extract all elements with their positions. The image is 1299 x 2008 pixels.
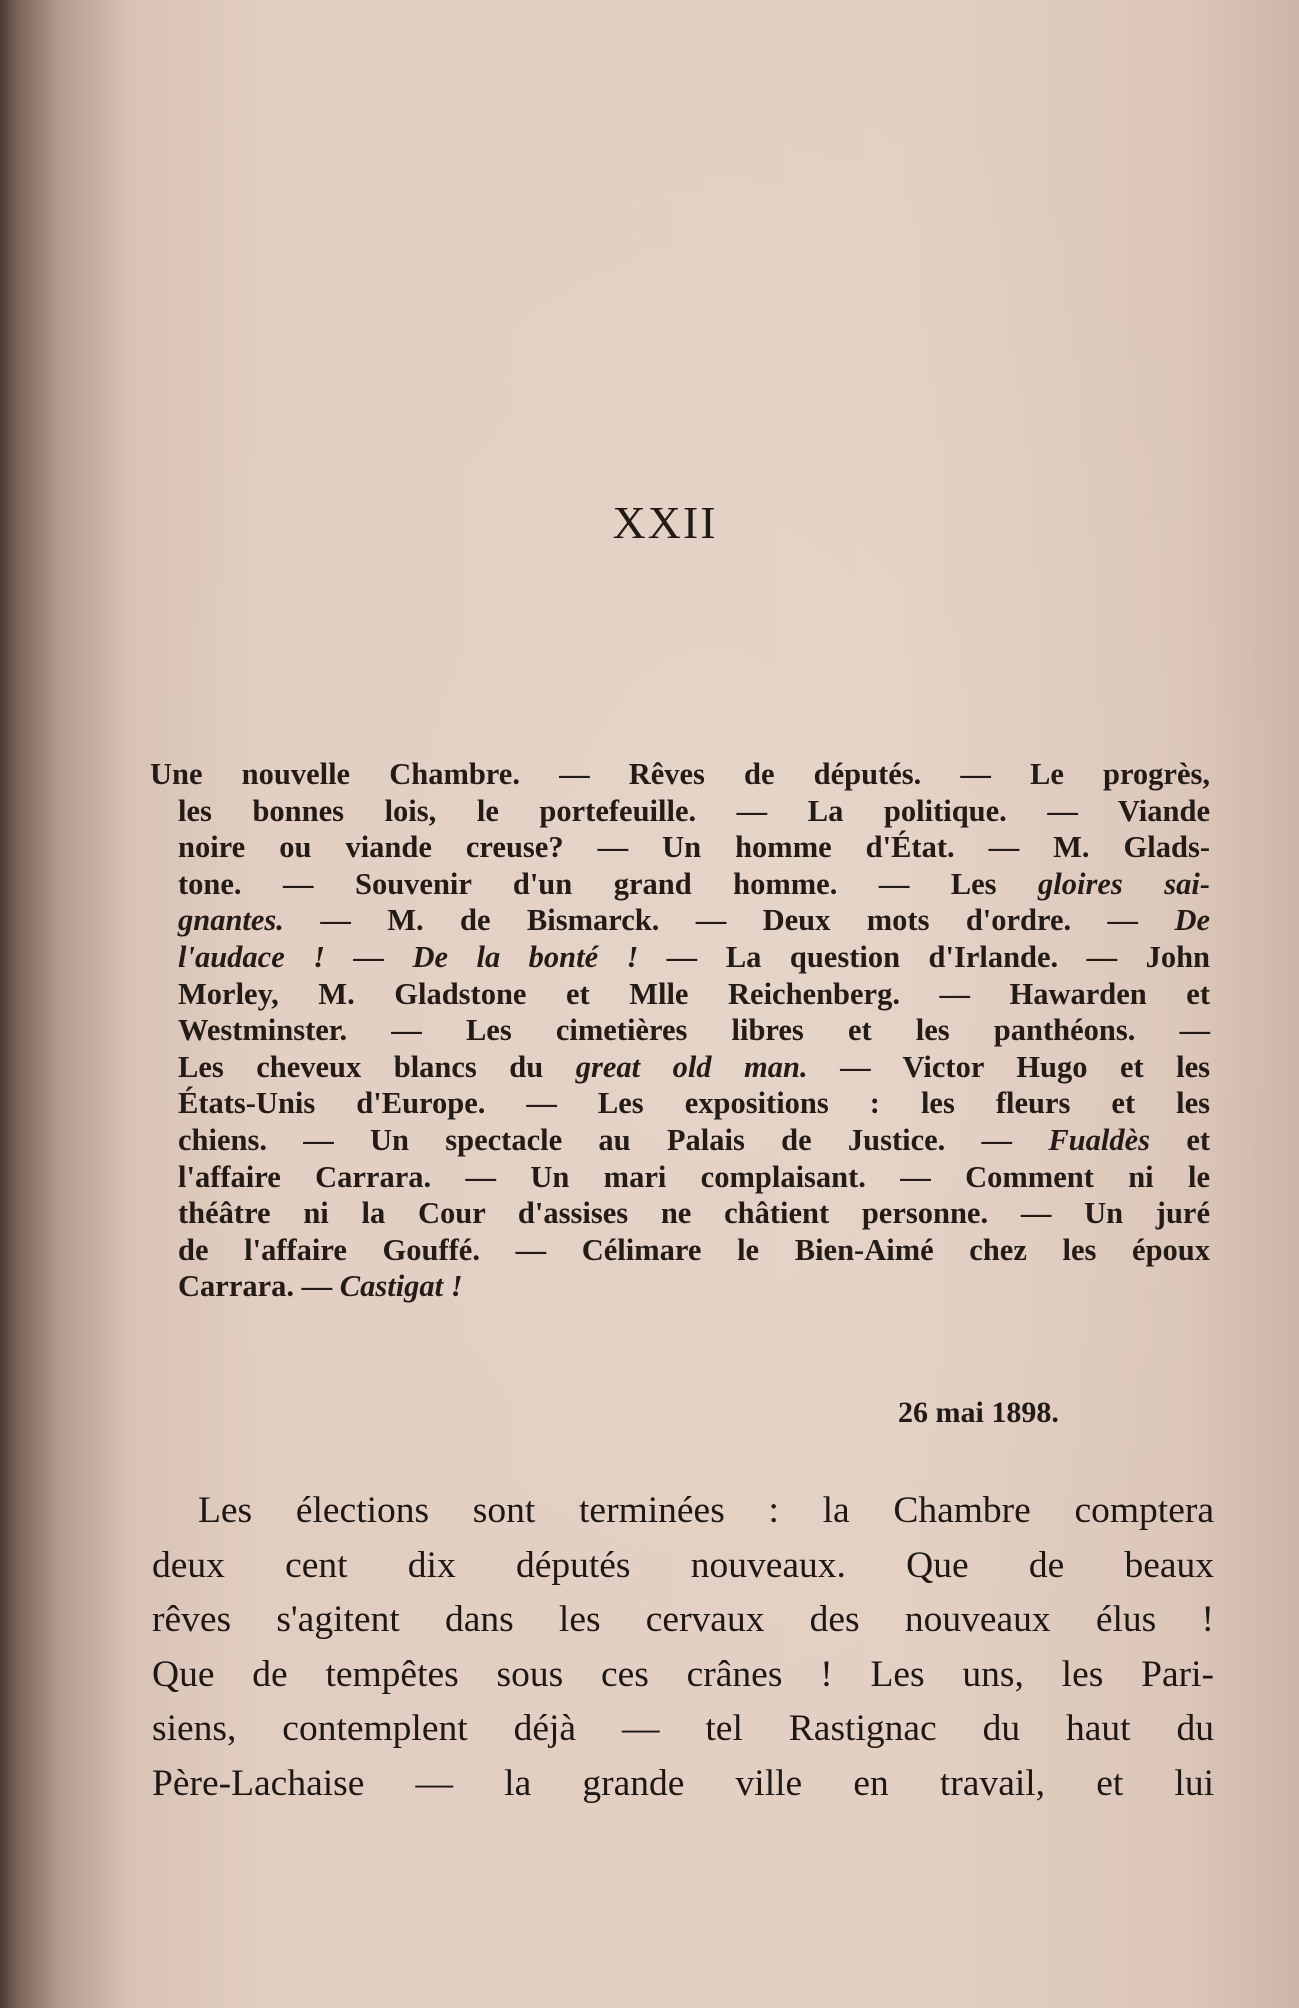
- body-line: Père-Lachaise — la grande ville en travail, et lui: [152, 1762, 1214, 1804]
- body-text: [152, 1484, 1214, 1811]
- italic-text: Castigat !: [339, 1269, 463, 1304]
- italic-text: gnantes.: [178, 903, 284, 938]
- summary-line: l'audace ! — De la bonté ! — La question d'Irlande. — John: [178, 939, 1210, 974]
- summary-line: Une nouvelle Chambre. — Rêves de députés. — Le progrès,: [150, 757, 1210, 791]
- summary-line: gnantes. — M. de Bismarck. — Deux mots d'ordre. — De: [178, 903, 1211, 938]
- summary-line: tone. — Souvenir d'un grand homme. — Les gloires sai-: [178, 866, 1210, 901]
- summary-line: théâtre ni la Cour d'assises ne châtient personne. — Un juré: [178, 1196, 1210, 1231]
- summary-line: noire ou viande creuse? — Un homme d'État. — M. Glads-: [178, 830, 1210, 865]
- italic-text: De: [1174, 903, 1211, 938]
- body-line: Que de tempêtes sous ces crânes ! Les uns, les Pari-: [152, 1653, 1214, 1695]
- summary-line: l'affaire Carrara. — Un mari complaisant. — Comment ni le: [178, 1159, 1210, 1194]
- summary-line: les bonnes lois, le portefeuille. — La politique. — Viande: [178, 793, 1210, 828]
- summary-line: Morley, M. Gladstone et Mlle Reichenberg. — Hawarden et: [178, 976, 1210, 1011]
- body-line: Les élections sont terminées : la Chambre comptera: [198, 1490, 1214, 1531]
- entry-date: 26 mai 1898.: [898, 1396, 1059, 1429]
- chapter-number: XXII: [612, 497, 718, 548]
- summary-line: de l'affaire Gouffé. — Célimare le Bien-Aimé chez les époux: [178, 1232, 1210, 1267]
- summary-line: Carrara. — Castigat !: [178, 1269, 463, 1304]
- italic-text: great old man.: [575, 1049, 808, 1084]
- summary-line: Les cheveux blancs du great old man. — Victor Hugo et les: [178, 1049, 1211, 1084]
- summary-line: chiens. — Un spectacle au Palais de Justice. — Fualdès et: [178, 1122, 1211, 1157]
- italic-text: Fualdès: [1048, 1122, 1151, 1157]
- body-line: deux cent dix députés nouveaux. Que de beaux: [152, 1544, 1214, 1586]
- summary-line: États-Unis d'Europe. — Les expositions : les fleurs et les: [178, 1086, 1210, 1121]
- italic-text: gloires sai-: [1038, 866, 1210, 901]
- chapter-summary: [150, 756, 1210, 1305]
- italic-text: l'audace ! — De la bonté ! —: [178, 939, 698, 974]
- body-line: rêves s'agitent dans les cervaux des nouveaux élus !: [152, 1599, 1214, 1640]
- summary-line: Westminster. — Les cimetières libres et les panthéons. —: [178, 1013, 1210, 1048]
- body-line: siens, contemplent déjà — tel Rastignac du haut du: [152, 1708, 1214, 1749]
